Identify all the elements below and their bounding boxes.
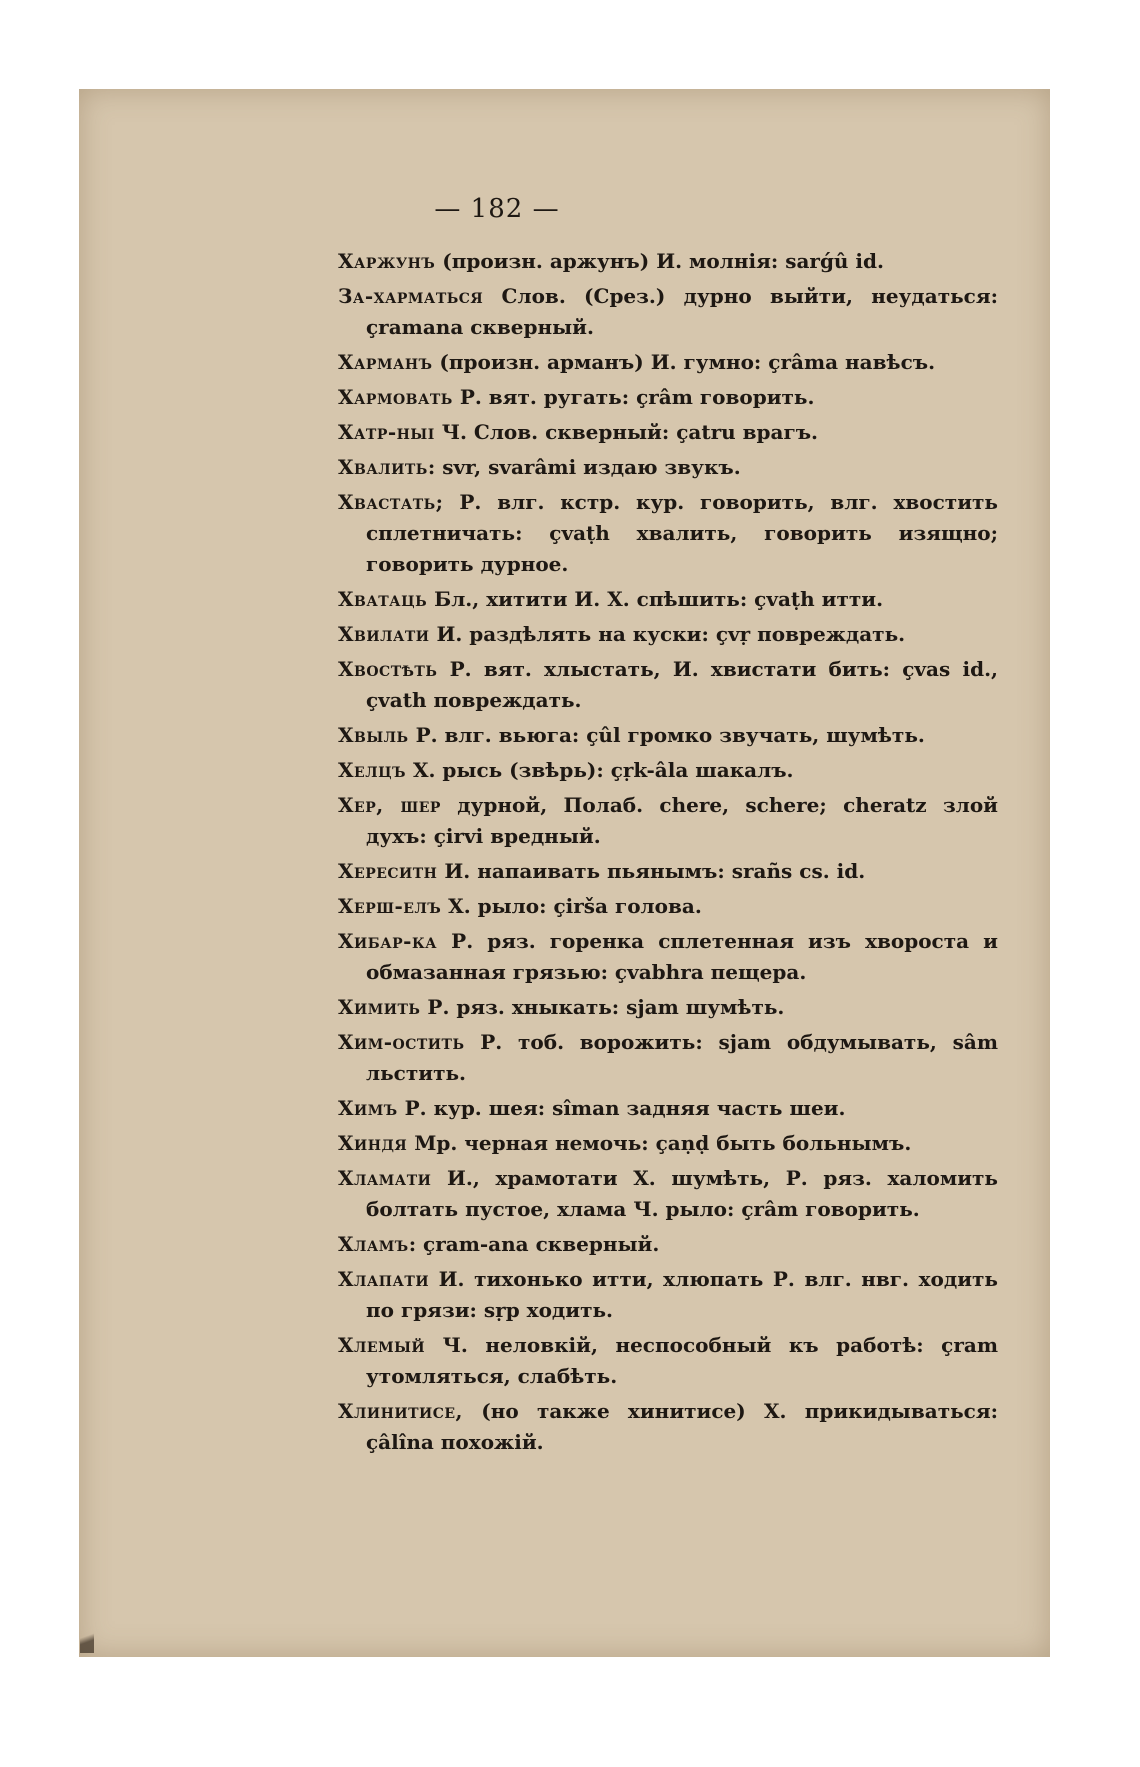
entry-headword: Хлинитисе, [338, 1399, 464, 1423]
scan-corner-mark [80, 1625, 94, 1653]
dictionary-entry [338, 1330, 998, 1392]
entry-text: Р. кур. шея: sîman задняя часть шеи. [397, 1096, 846, 1120]
entry-text: Ч. Слов. скверный: çatru врагъ. [434, 420, 819, 444]
entry-headword: Хиндя [338, 1131, 408, 1155]
dictionary-entry [338, 1093, 998, 1124]
dictionary-entry [338, 452, 998, 483]
entry-headword: Херш-елъ [338, 894, 442, 918]
scanned-page [79, 89, 1050, 1657]
dictionary-entry [338, 281, 998, 343]
entry-headword: Хереситн [338, 859, 438, 883]
page-number: — 182 — [434, 194, 560, 224]
entry-headword: Хим-остить [338, 1030, 465, 1054]
entry-headword: Хармовать [338, 385, 453, 409]
entry-text: Р. ряз. хныкать: sjam шумѣть. [420, 995, 785, 1019]
entry-text: Ч. неловкій, неспособный къ работѣ: çram утомляться, слабѣть. [366, 1333, 998, 1388]
dictionary-entry [338, 720, 998, 751]
entry-text: Мр. черная немочь: çaṇḍ быть больнымъ. [407, 1131, 912, 1155]
entry-text: (произн. аржунъ) И. молнія: sarǵû id. [435, 249, 884, 273]
entry-text: И., храмотати Х. шумѣть, Р. ряз. халомить болтать пустое, хлама Ч. рыло: çrâm говорить. [366, 1166, 998, 1221]
dictionary-entry [338, 755, 998, 786]
dictionary-entry [338, 992, 998, 1023]
entry-headword: Хлемый [338, 1333, 426, 1357]
dictionary-entry [338, 1264, 998, 1326]
entry-headword: Харманъ [338, 350, 433, 374]
dictionary-entry [338, 790, 998, 852]
entry-text: Х. рыло: çirša голова. [441, 894, 702, 918]
entry-text: (но также хинитисе) Х. прикидываться: çâlîna похожій. [366, 1399, 998, 1454]
dictionary-entry [338, 1163, 998, 1225]
entry-headword: Хламати [338, 1166, 432, 1190]
dictionary-entry [338, 1128, 998, 1159]
entry-headword: Харжунъ [338, 249, 436, 273]
entry-headword: Хелцъ [338, 758, 406, 782]
entry-text: И. тихонько итти, хлюпать Р. влг. нвг. ходить по грязи: sṛp ходить. [366, 1267, 998, 1322]
entry-text: Х. рысь (звѣрь): çṛk-âla шакалъ. [406, 758, 794, 782]
dictionary-entry [338, 1027, 998, 1089]
entry-headword: Хватаць [338, 587, 428, 611]
dictionary-entry [338, 347, 998, 378]
entry-text: : çram-ana скверный. [408, 1232, 660, 1256]
dictionary-entry [338, 891, 998, 922]
entry-headword: Хер, шер [338, 793, 441, 817]
entry-text: Р. ряз. горенка сплетенная изъ хвороста и обмазанная грязью: çvabhra пещера. [366, 929, 998, 984]
entry-headword: Хламъ [338, 1232, 409, 1256]
entry-text: Р. вят. ругать: çrâm говорить. [452, 385, 815, 409]
entry-headword: Хлапати [338, 1267, 430, 1291]
dictionary-entry [338, 584, 998, 615]
entry-headword: Хибар-ка [338, 929, 438, 953]
entry-text: Р. вят. хлыстать, И. хвистати бить: çvas id., çvath повреждать. [366, 657, 998, 712]
entry-text: Бл., хитити И. Х. спѣшить: çvaṭh итти. [427, 587, 884, 611]
entry-headword: Хвыль [338, 723, 409, 747]
dictionary-entry [338, 382, 998, 413]
entry-headword: Хвилати [338, 622, 430, 646]
entry-headword: Химить [338, 995, 421, 1019]
dictionary-entries [338, 246, 998, 1462]
dictionary-entry [338, 619, 998, 650]
entry-text: Р. влг. вьюга: çûl громко звучать, шумѣть. [408, 723, 925, 747]
entry-text: дурной, Полаб. chere, schere; cheratz злой духъ: çirvi вредный. [366, 793, 999, 848]
entry-text: Р. влг. кстр. кур. говорить, влг. хвостить сплетничать: çvaṭh хвалить, говорить изящно; говорить дурное. [366, 490, 998, 576]
dictionary-entry [338, 246, 998, 277]
entry-text: Слов. (Срез.) дурно выйти, неудаться: çramana скверный. [366, 284, 998, 339]
entry-text: И. напаивать пьянымъ: srañs cs. id. [437, 859, 866, 883]
entry-text: Р. тоб. ворожить: sjam обдумывать, sâm льстить. [366, 1030, 998, 1085]
dictionary-entry [338, 1396, 998, 1458]
dictionary-entry [338, 1229, 998, 1260]
entry-headword: Хатр-ныі [338, 420, 435, 444]
dictionary-entry [338, 856, 998, 887]
dictionary-entry [338, 654, 998, 716]
dictionary-entry [338, 417, 998, 448]
dictionary-entry [338, 487, 998, 580]
entry-text: (произн. арманъ) И. гумно: çrâma навѣсъ. [432, 350, 936, 374]
entry-headword: Химъ [338, 1096, 398, 1120]
entry-headword: Хвастать; [338, 490, 444, 514]
entry-text: И. раздѣлять на куски: çvṛ повреждать. [429, 622, 906, 646]
entry-headword: Хвалить [338, 455, 428, 479]
entry-headword: Хвостѣть [338, 657, 438, 681]
entry-text: : svr, svarâmi издаю звукъ. [427, 455, 741, 479]
entry-headword: За-харматься [338, 284, 484, 308]
dictionary-entry [338, 926, 998, 988]
